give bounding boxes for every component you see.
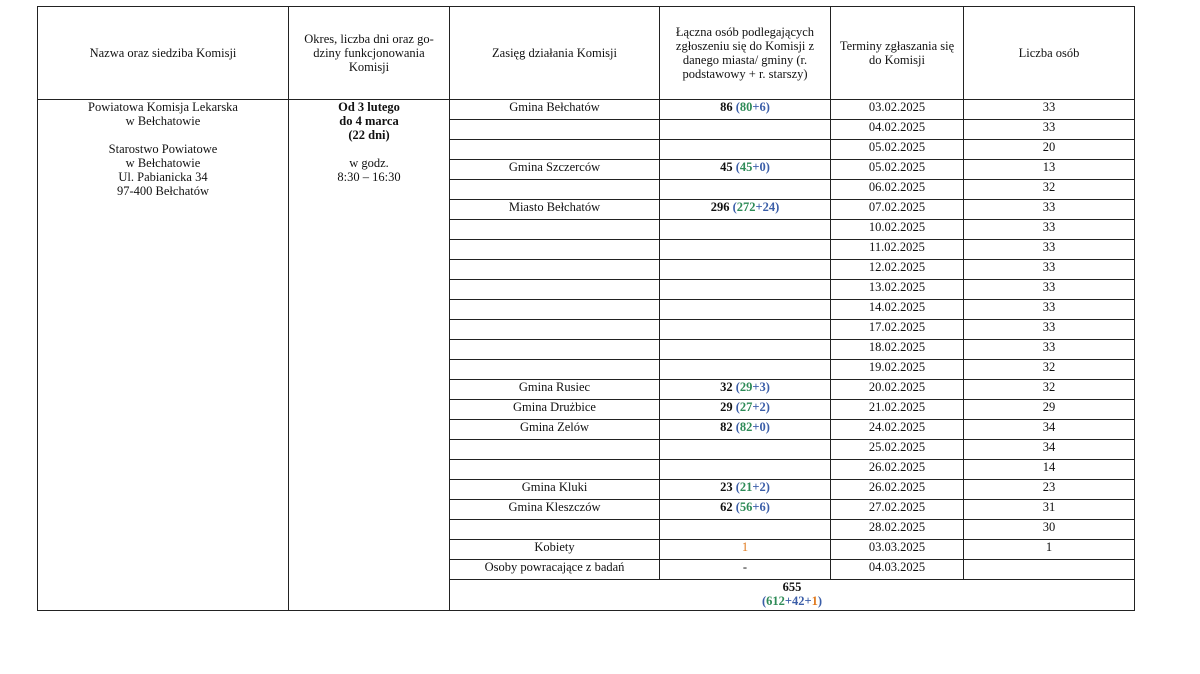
header-range: Zasięg działania Komisji xyxy=(450,7,660,100)
area-cell xyxy=(450,340,660,360)
total-cell: 23 (21+2) xyxy=(660,480,831,500)
period-days: (22 dni) xyxy=(348,128,390,142)
total-cell xyxy=(660,540,831,560)
count-cell: 34 xyxy=(964,420,1135,440)
total-value: 62 xyxy=(720,500,733,514)
date-cell: 04.02.2025 xyxy=(831,120,964,140)
hours-value: 8:30 – 16:30 xyxy=(337,170,401,184)
commission-cell xyxy=(38,100,289,611)
total-cell: 29 (27+2) xyxy=(660,400,831,420)
total-value: 86 xyxy=(720,100,733,114)
basic-value: 21 xyxy=(739,480,753,494)
total-value: 45 xyxy=(720,160,733,174)
date-cell: 10.02.2025 xyxy=(831,220,964,240)
table-body xyxy=(38,100,1135,611)
area-cell xyxy=(450,220,660,240)
total-cell xyxy=(660,360,831,380)
basic-value: 27 xyxy=(739,400,753,414)
date-cell: 20.02.2025 xyxy=(831,380,964,400)
count-cell: 33 xyxy=(964,240,1135,260)
total-cell: 32 (29+3) xyxy=(660,380,831,400)
total-value: 296 xyxy=(710,200,730,214)
count-cell: 14 xyxy=(964,460,1135,480)
date-cell: 19.02.2025 xyxy=(831,360,964,380)
count-cell: 33 xyxy=(964,100,1135,120)
basic-value: 29 xyxy=(739,380,753,394)
count-cell: 29 xyxy=(964,400,1135,420)
commission-name-line2: w Bełchatowie xyxy=(125,114,201,128)
date-cell: 04.03.2025 xyxy=(831,560,964,580)
date-cell: 25.02.2025 xyxy=(831,440,964,460)
address-line1: Ul. Pabianicka 34 xyxy=(118,170,208,184)
area-cell: Kobiety xyxy=(450,540,660,560)
older-value: 0 xyxy=(759,420,766,434)
header-row xyxy=(38,7,1135,100)
single-value: 1 xyxy=(741,540,749,554)
date-cell: 21.02.2025 xyxy=(831,400,964,420)
date-cell: 28.02.2025 xyxy=(831,520,964,540)
grand-total-value: 655 xyxy=(782,580,802,594)
date-cell: 24.02.2025 xyxy=(831,420,964,440)
older-value: 0 xyxy=(759,160,766,174)
area-cell xyxy=(450,280,660,300)
count-cell: 33 xyxy=(964,200,1135,220)
header-commission-name: Nazwa oraz siedziba Komisji xyxy=(38,7,289,100)
area-cell: Gmina Zelów xyxy=(450,420,660,440)
office-line1: Starostwo Powiatowe xyxy=(108,142,218,156)
date-cell: 07.02.2025 xyxy=(831,200,964,220)
basic-value: 56 xyxy=(739,500,753,514)
area-cell: Gmina Rusiec xyxy=(450,380,660,400)
schedule-table xyxy=(37,6,1135,611)
date-cell: 26.02.2025 xyxy=(831,460,964,480)
total-value: 23 xyxy=(720,480,733,494)
count-cell: 20 xyxy=(964,140,1135,160)
commission-name-line1: Powiatowa Komisja Lekarska xyxy=(88,100,238,114)
table-row xyxy=(38,100,1135,120)
total-cell xyxy=(660,240,831,260)
basic-value: 272 xyxy=(736,200,756,214)
total-cell xyxy=(660,460,831,480)
older-value: 2 xyxy=(759,400,766,414)
basic-value: 82 xyxy=(739,420,753,434)
office-line2: w Bełchatowie xyxy=(125,156,201,170)
area-cell: Gmina Kleszczów xyxy=(450,500,660,520)
count-cell: 33 xyxy=(964,300,1135,320)
count-cell: 33 xyxy=(964,120,1135,140)
count-cell: 32 xyxy=(964,180,1135,200)
total-value: 29 xyxy=(720,400,733,414)
date-cell: 27.02.2025 xyxy=(831,500,964,520)
count-cell: 33 xyxy=(964,320,1135,340)
grand-total-women: 1 xyxy=(811,594,818,608)
older-value: 6 xyxy=(759,500,766,514)
area-cell xyxy=(450,180,660,200)
header-person-count: Liczba osób xyxy=(964,7,1135,100)
count-cell: 33 xyxy=(964,220,1135,240)
date-cell: 18.02.2025 xyxy=(831,340,964,360)
count-cell: 34 xyxy=(964,440,1135,460)
header-dates: Terminy zgłaszania się do Komisji xyxy=(831,7,964,100)
area-cell: Gmina Kluki xyxy=(450,480,660,500)
count-cell: 1 xyxy=(964,540,1135,560)
basic-value: 80 xyxy=(739,100,753,114)
total-cell xyxy=(660,220,831,240)
total-cell xyxy=(660,300,831,320)
total-cell xyxy=(660,440,831,460)
total-cell: 86 (80+6) xyxy=(660,100,831,120)
older-value: 24 xyxy=(762,200,776,214)
area-cell: Miasto Bełchatów xyxy=(450,200,660,220)
older-value: 6 xyxy=(759,100,766,114)
single-value: - xyxy=(742,560,748,574)
total-value: 32 xyxy=(720,380,733,394)
total-cell: 296 (272+24) xyxy=(660,200,831,220)
area-cell xyxy=(450,240,660,260)
basic-value: 45 xyxy=(739,160,753,174)
total-cell xyxy=(660,180,831,200)
date-cell: 26.02.2025 xyxy=(831,480,964,500)
area-cell xyxy=(450,520,660,540)
area-cell xyxy=(450,440,660,460)
total-cell: 62 (56+6) xyxy=(660,500,831,520)
area-cell xyxy=(450,120,660,140)
date-cell: 06.02.2025 xyxy=(831,180,964,200)
grand-total-older: 42 xyxy=(792,594,805,608)
count-cell: 30 xyxy=(964,520,1135,540)
total-cell xyxy=(660,140,831,160)
total-value: 82 xyxy=(720,420,733,434)
total-cell xyxy=(660,340,831,360)
area-cell xyxy=(450,460,660,480)
total-cell xyxy=(660,520,831,540)
count-cell: 13 xyxy=(964,160,1135,180)
period-to: do 4 marca xyxy=(339,114,399,128)
date-cell: 11.02.2025 xyxy=(831,240,964,260)
total-cell xyxy=(660,120,831,140)
header-period: Okres, liczba dni oraz go- dziny funkcjonowania Komisji xyxy=(289,7,450,100)
count-cell: 32 xyxy=(964,360,1135,380)
count-cell: 31 xyxy=(964,500,1135,520)
area-cell xyxy=(450,360,660,380)
count-cell: 33 xyxy=(964,280,1135,300)
area-cell xyxy=(450,140,660,160)
area-cell xyxy=(450,320,660,340)
count-cell xyxy=(964,560,1135,580)
date-cell: 03.02.2025 xyxy=(831,100,964,120)
total-cell xyxy=(660,560,831,580)
grand-total-basic: 612 xyxy=(766,594,785,608)
total-cell: 45 (45+0) xyxy=(660,160,831,180)
date-cell: 13.02.2025 xyxy=(831,280,964,300)
date-cell: 14.02.2025 xyxy=(831,300,964,320)
date-cell: 03.03.2025 xyxy=(831,540,964,560)
date-cell: 17.02.2025 xyxy=(831,320,964,340)
count-cell: 33 xyxy=(964,260,1135,280)
total-cell xyxy=(660,320,831,340)
header-total-persons: Łączna osób podlegających zgłoszeniu się do Komisji z danego miasta/ gminy (r. podstawowy + r. starszy) xyxy=(660,7,831,100)
period-cell xyxy=(289,100,450,611)
count-cell: 33 xyxy=(964,340,1135,360)
area-cell xyxy=(450,300,660,320)
area-cell: Gmina Drużbice xyxy=(450,400,660,420)
total-cell xyxy=(660,280,831,300)
address-line2: 97-400 Bełchatów xyxy=(117,184,209,198)
area-cell: Osoby powracające z badań xyxy=(450,560,660,580)
area-cell: Gmina Bełchatów xyxy=(450,100,660,120)
older-value: 2 xyxy=(759,480,766,494)
date-cell: 12.02.2025 xyxy=(831,260,964,280)
area-cell: Gmina Szczerców xyxy=(450,160,660,180)
date-cell: 05.02.2025 xyxy=(831,160,964,180)
date-cell: 05.02.2025 xyxy=(831,140,964,160)
grand-total-cell: 655 (612+42+1) xyxy=(450,580,1135,611)
total-cell xyxy=(660,260,831,280)
total-cell: 82 (82+0) xyxy=(660,420,831,440)
older-value: 3 xyxy=(759,380,766,394)
count-cell: 32 xyxy=(964,380,1135,400)
period-from: Od 3 lutego xyxy=(338,100,400,114)
area-cell xyxy=(450,260,660,280)
hours-label: w godz. xyxy=(349,156,389,170)
count-cell: 23 xyxy=(964,480,1135,500)
